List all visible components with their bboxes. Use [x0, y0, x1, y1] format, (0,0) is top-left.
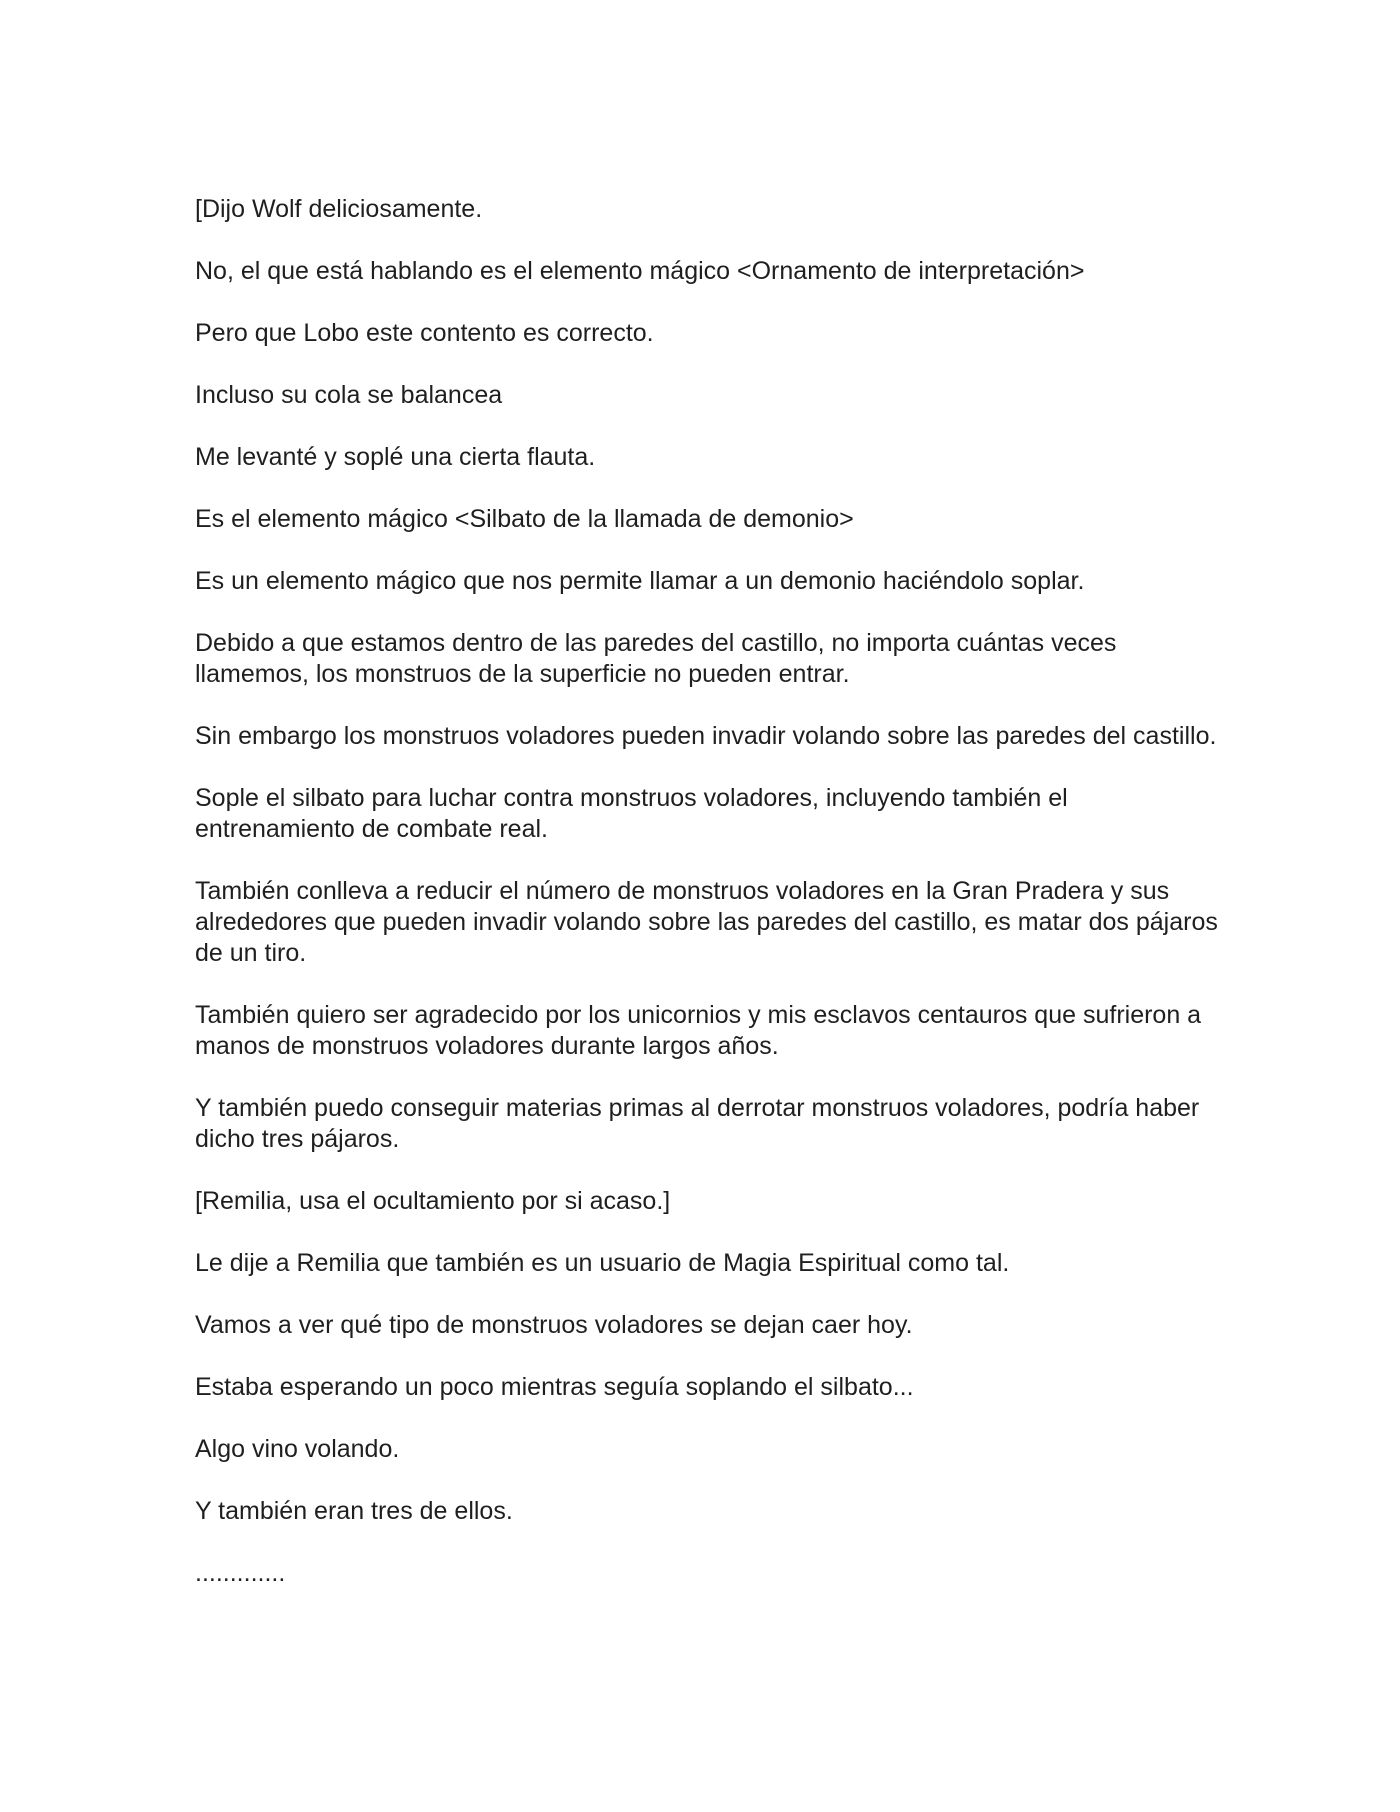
paragraph: También conlleva a reducir el número de monstruos voladores en la Gran Pradera y sus alrededores que pueden invadir volando sobre las paredes del castillo, es matar dos pájaros de un tiro.	[195, 877, 1218, 967]
paragraph: Y también eran tres de ellos.	[195, 1497, 513, 1525]
paragraph: No, el que está hablando es el elemento mágico <Ornamento de interpretación>	[195, 257, 1085, 285]
document-body	[195, 194, 1225, 1620]
paragraph: Y también puedo conseguir materias primas al derrotar monstruos voladores, podría haber dicho tres pájaros.	[195, 1094, 1200, 1153]
paragraph: Es el elemento mágico <Silbato de la llamada de demonio>	[195, 505, 854, 533]
paragraph: Pero que Lobo este contento es correcto.	[195, 319, 654, 347]
paragraph: Sople el silbato para luchar contra monstruos voladores, incluyendo también el entrenamiento de combate real.	[195, 784, 1068, 843]
paragraph: Algo vino volando.	[195, 1435, 400, 1463]
paragraph: [Dijo Wolf deliciosamente.	[195, 195, 483, 223]
paragraph: Le dije a Remilia que también es un usuario de Magia Espiritual como tal.	[195, 1249, 1010, 1277]
paragraph: Incluso su cola se balancea	[195, 381, 503, 409]
paragraph: Es un elemento mágico que nos permite llamar a un demonio haciéndolo soplar.	[195, 567, 1085, 595]
paragraph: .............	[195, 1559, 286, 1587]
paragraph: Vamos a ver qué tipo de monstruos voladores se dejan caer hoy.	[195, 1311, 913, 1339]
paragraph: Me levanté y soplé una cierta flauta.	[195, 443, 596, 471]
paragraph: También quiero ser agradecido por los unicornios y mis esclavos centauros que sufrieron a manos de monstruos voladores durante largos años.	[195, 1001, 1202, 1060]
paragraph: [Remilia, usa el ocultamiento por si acaso.]	[195, 1187, 671, 1215]
paragraph: Debido a que estamos dentro de las paredes del castillo, no importa cuántas veces llamemos, los monstruos de la superficie no pueden entrar.	[195, 629, 1117, 688]
paragraph: Sin embargo los monstruos voladores pueden invadir volando sobre las paredes del castillo.	[195, 722, 1217, 750]
paragraph: Estaba esperando un poco mientras seguía soplando el silbato...	[195, 1373, 914, 1401]
